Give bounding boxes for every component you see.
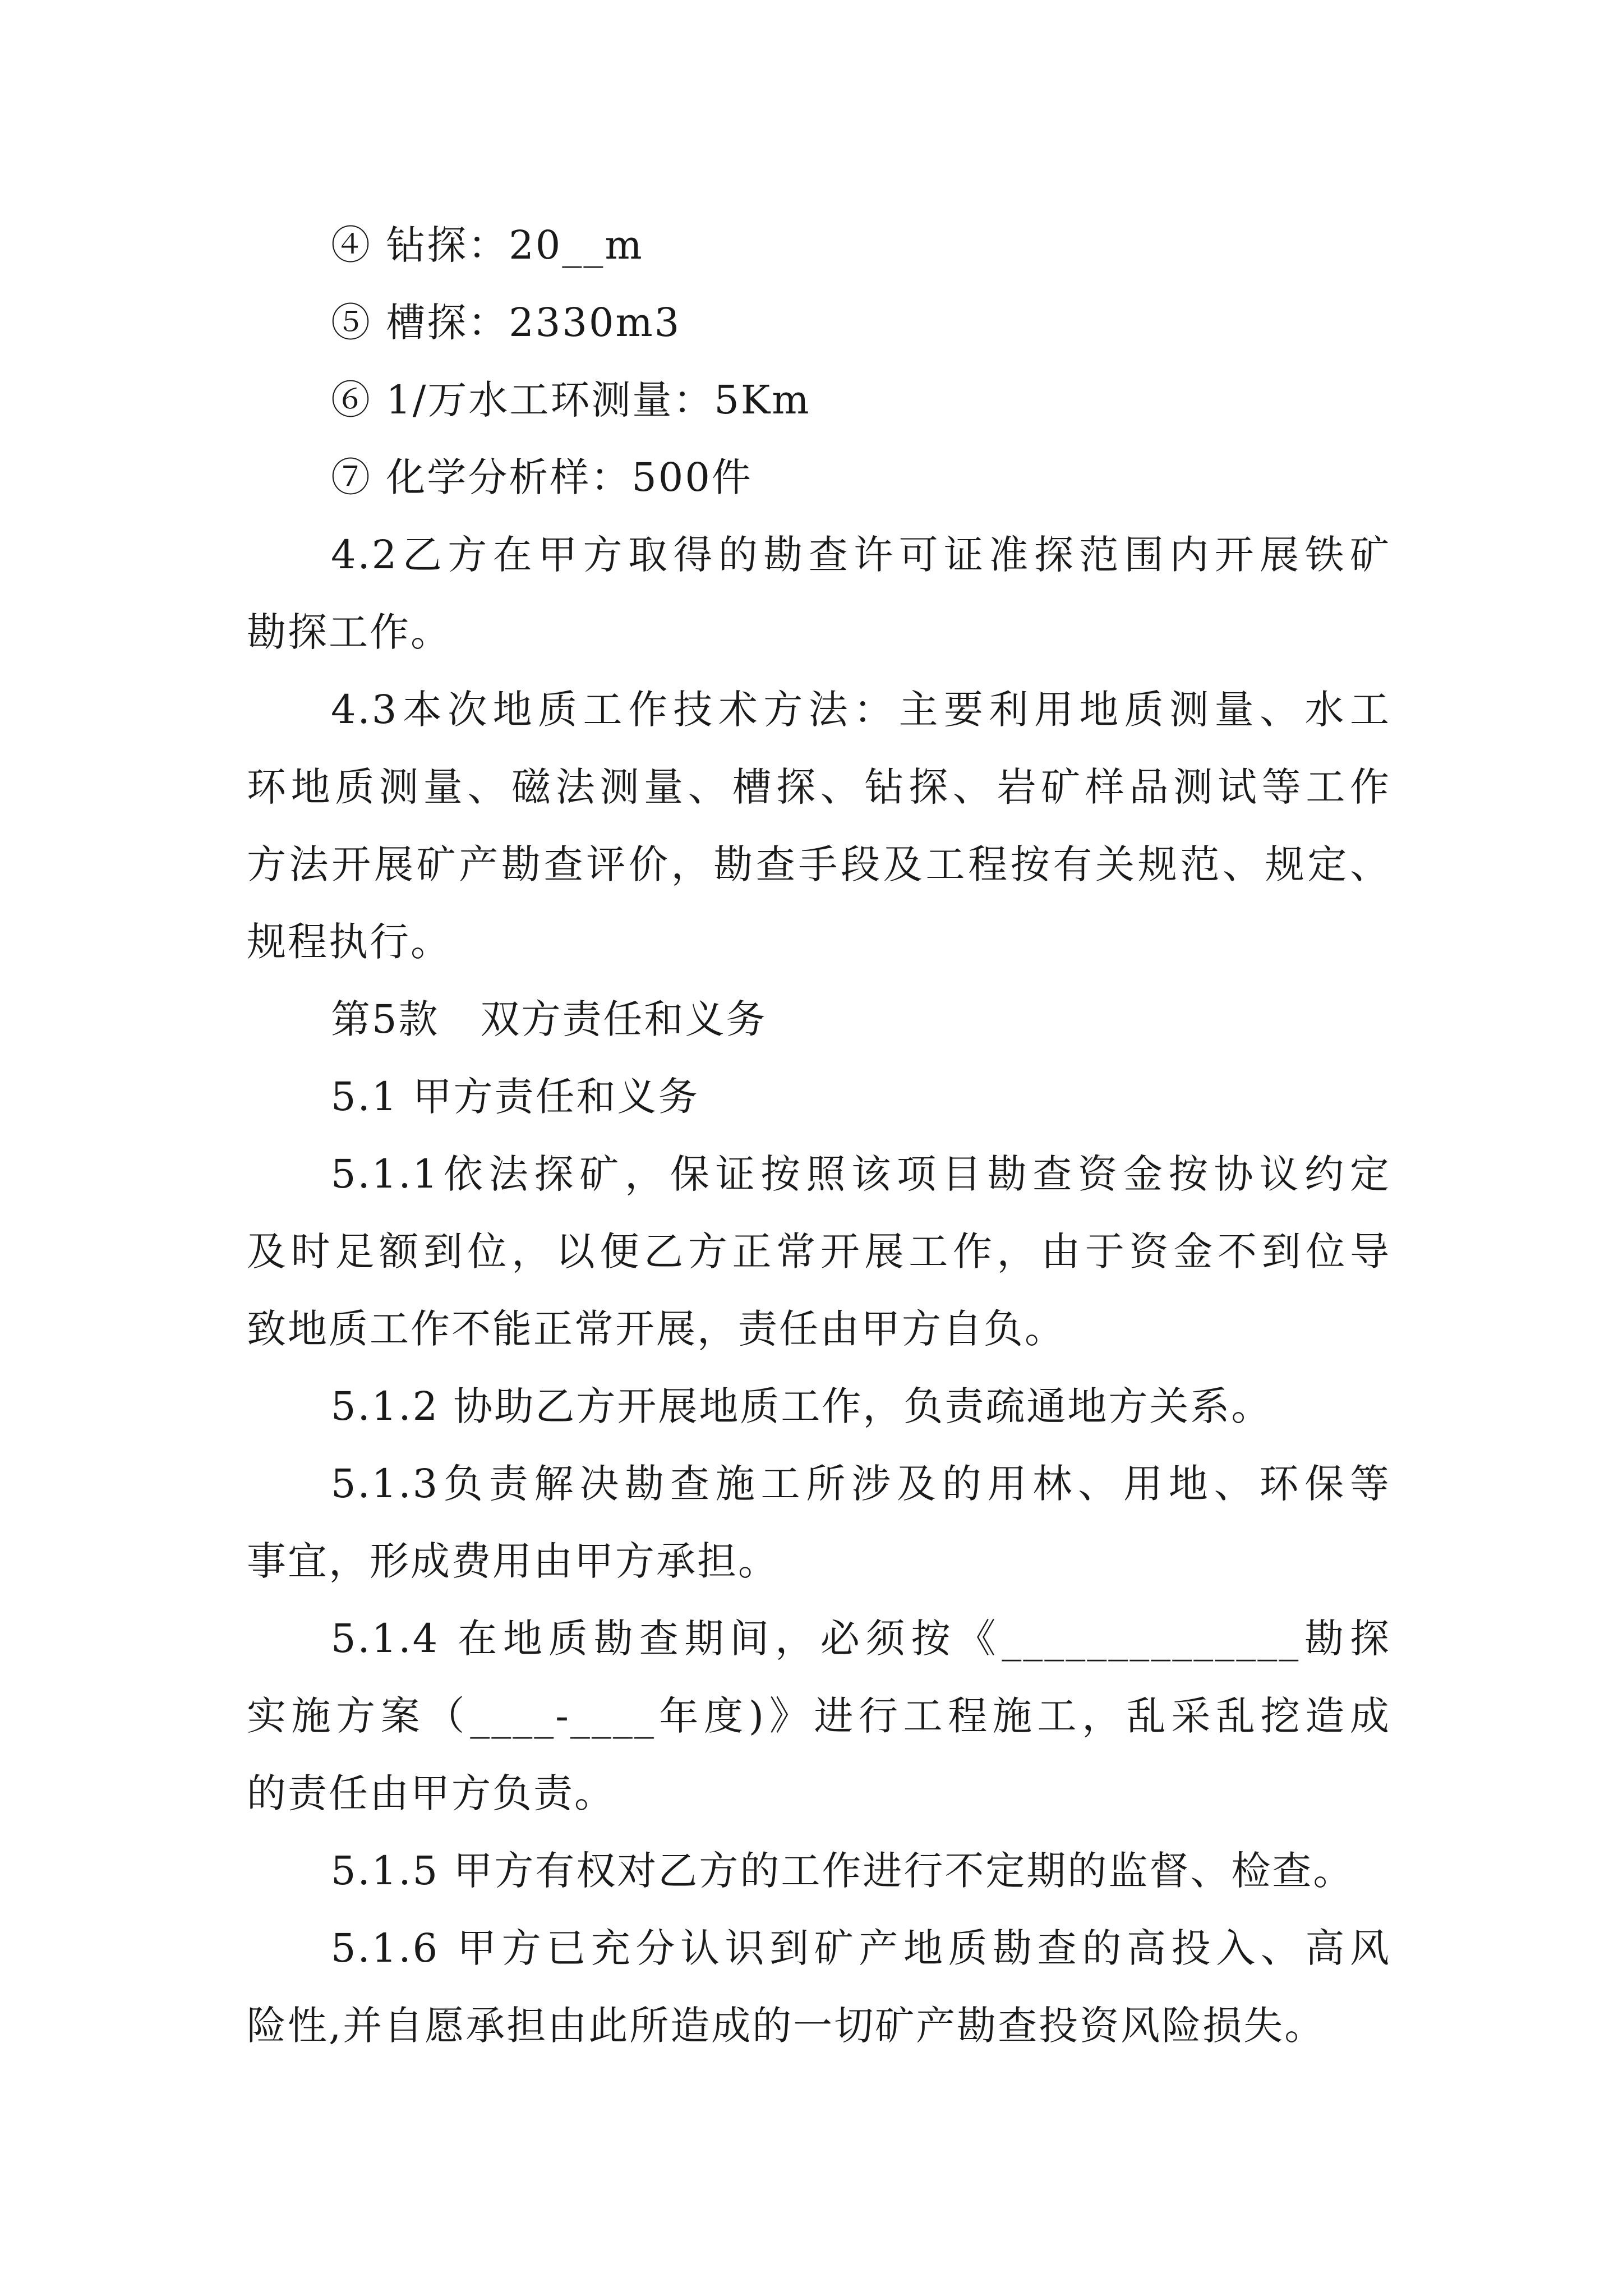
text-line: ④ 钻探：20__m bbox=[331, 222, 644, 268]
text-line: 5.1.6 甲方已充分认识到矿产地质勘查的高投入、高风 bbox=[331, 1925, 1391, 1971]
text-line: 方法开展矿产勘查评价，勘查手段及工程按有关规范、规定、 bbox=[247, 841, 1391, 887]
text-line: ⑤ 槽探：2330m3 bbox=[331, 300, 681, 346]
text-line: 4.2乙方在甲方取得的勘查许可证准探范围内开展铁矿 bbox=[331, 532, 1391, 578]
text-line: 勘探工作。 bbox=[247, 609, 451, 655]
text-line: 的责任由甲方负责。 bbox=[247, 1770, 615, 1816]
text-line: 实施方案（____-____年度)》进行工程施工，乱采乱挖造成 bbox=[247, 1693, 1391, 1739]
text-line: ⑥ 1/万水工环测量：5Km bbox=[331, 377, 811, 423]
text-line: ⑦ 化学分析样：500件 bbox=[331, 454, 753, 500]
text-line: 事宜，形成费用由甲方承担。 bbox=[247, 1538, 779, 1584]
text-line: 5.1.4 在地质勘查期间，必须按《______________勘探 bbox=[331, 1616, 1391, 1662]
text-line: 第5款 双方责任和义务 bbox=[331, 996, 767, 1042]
text-line: 5.1.1依法探矿，保证按照该项目勘查资金按协议约定 bbox=[331, 1151, 1391, 1197]
text-line: 规程执行。 bbox=[247, 919, 451, 965]
text-line: 4.3本次地质工作技术方法：主要利用地质测量、水工 bbox=[331, 687, 1391, 733]
text-line: 5.1.5 甲方有权对乙方的工作进行不定期的监督、检查。 bbox=[331, 1848, 1354, 1894]
text-line: 环地质测量、磁法测量、槽探、钻探、岩矿样品测试等工作 bbox=[247, 764, 1391, 810]
text-line: 及时足额到位，以便乙方正常开展工作，由于资金不到位导 bbox=[247, 1228, 1391, 1274]
text-line: 5.1.2 协助乙方开展地质工作，负责疏通地方关系。 bbox=[331, 1383, 1272, 1429]
text-line: 5.1 甲方责任和义务 bbox=[331, 1074, 699, 1120]
text-line: 险性,并自愿承担由此所造成的一切矿产勘查投资风险损失。 bbox=[247, 2003, 1326, 2049]
document-body bbox=[247, 206, 1391, 2064]
text-line: 致地质工作不能正常开展，责任由甲方自负。 bbox=[247, 1306, 1066, 1352]
text-line: 5.1.3负责解决勘查施工所涉及的用林、用地、环保等 bbox=[331, 1461, 1391, 1507]
